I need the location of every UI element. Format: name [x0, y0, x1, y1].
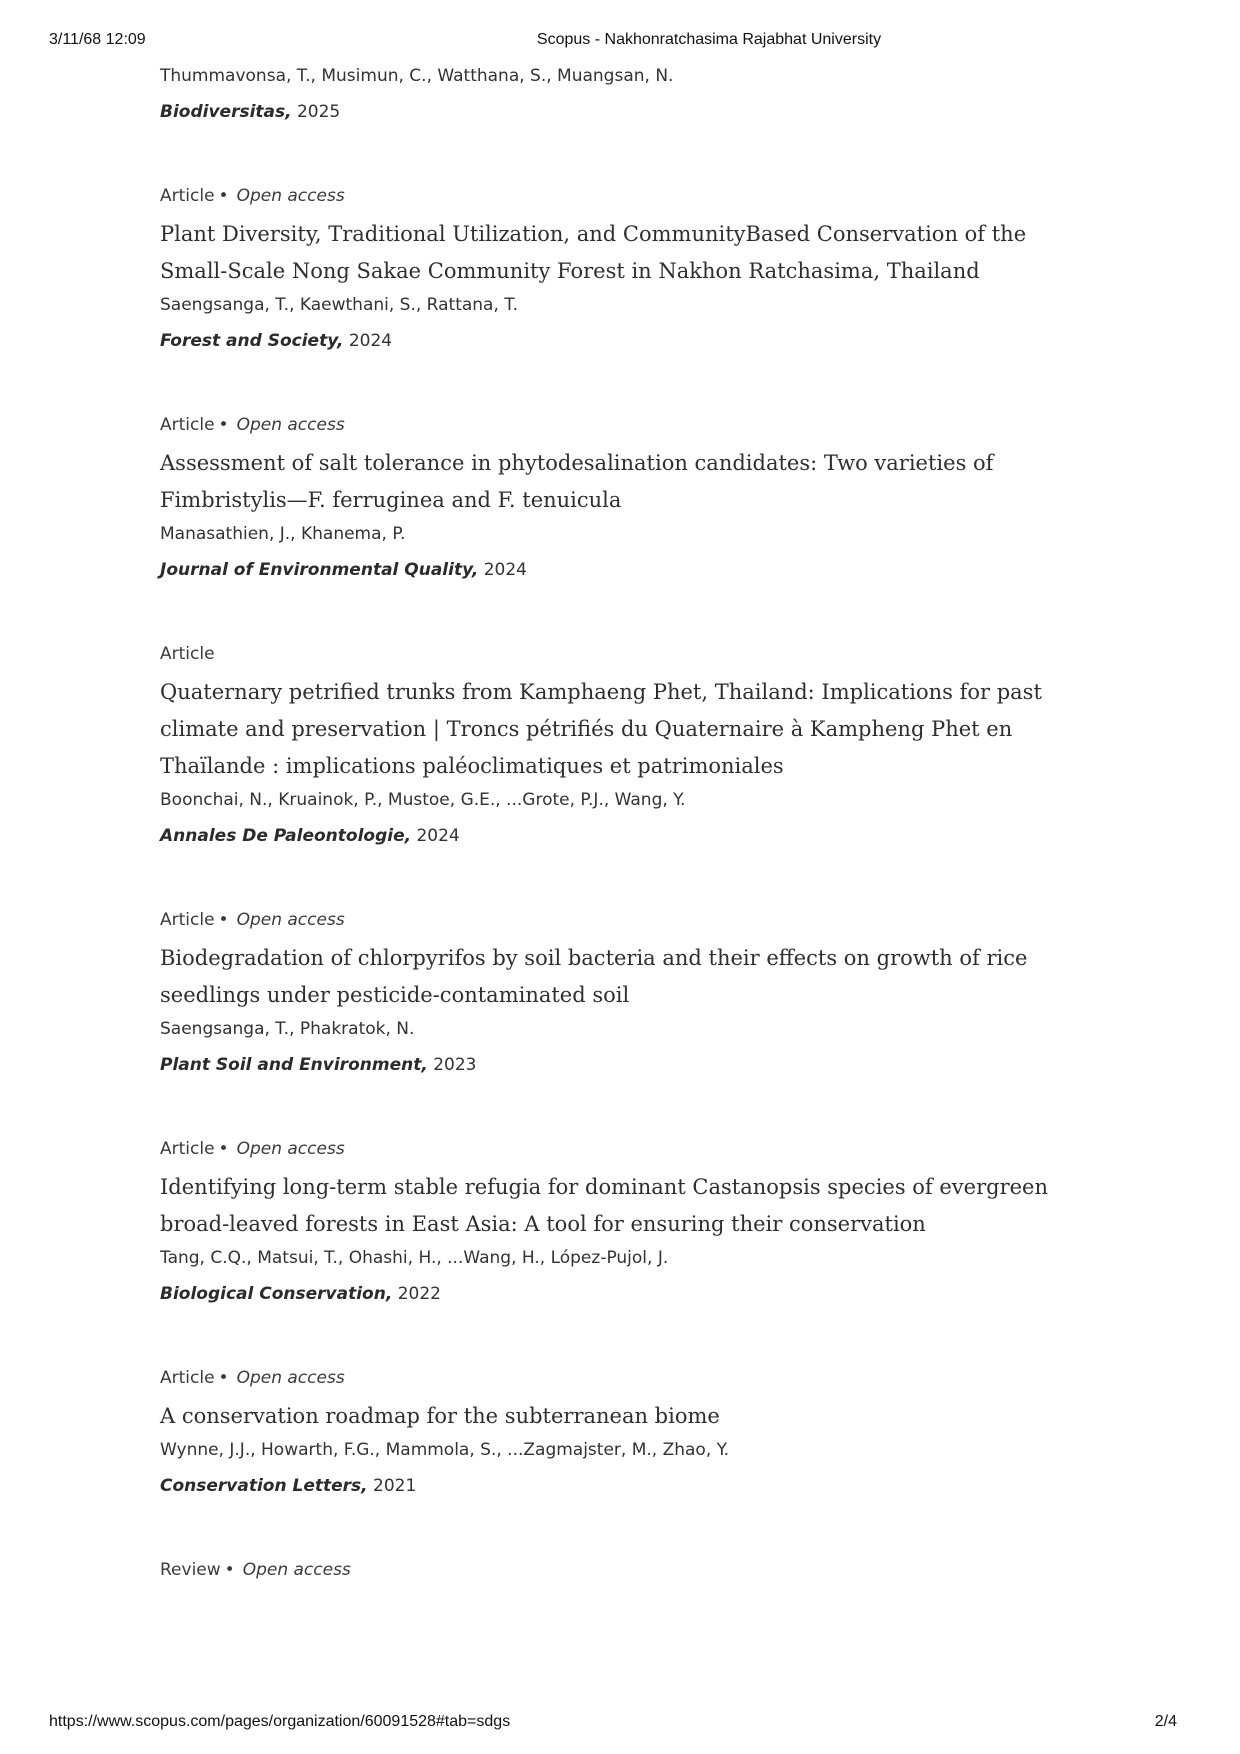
bullet-separator: • — [218, 186, 229, 206]
document-title[interactable]: A conservation roadmap for the subterranean biome — [160, 1404, 720, 1428]
bullet-separator: • — [218, 1139, 229, 1159]
bullet-separator: • — [218, 415, 229, 435]
document-journal[interactable]: Conservation Letters, — [160, 1476, 368, 1496]
document-meta — [160, 908, 1100, 932]
document-title[interactable]: Plant Diversity, Traditional Utilization, and CommunityBased Conservation of the Small-Scale Nong Sakae Community Forest in Nakhon Ratchasima, Thailand — [160, 222, 1027, 283]
document-source — [160, 1053, 1100, 1077]
document-title[interactable]: Identifying long-term stable refugia for dominant Castanopsis species of evergreen broad-leaved forests in East Asia: A tool for ensuring their conservation — [160, 1175, 1048, 1236]
document-source — [160, 1474, 1100, 1498]
document-meta — [160, 1366, 1100, 1390]
document-meta — [160, 184, 1100, 208]
print-footer — [0, 1713, 1240, 1735]
document-type: Article — [160, 644, 215, 664]
document-type: Article — [160, 1139, 215, 1159]
bullet-separator: • — [224, 1560, 235, 1580]
bullet-separator: • — [218, 1368, 229, 1388]
open-access-label: Open access — [236, 415, 345, 435]
document-authors[interactable]: Manasathien, J., Khanema, P. — [160, 524, 406, 544]
open-access-label: Open access — [236, 186, 345, 206]
document-meta — [160, 413, 1100, 437]
document-year: 2023 — [433, 1055, 477, 1075]
document-year: 2022 — [397, 1284, 441, 1304]
open-access-label: Open access — [236, 1368, 345, 1388]
document-item — [160, 1366, 1100, 1498]
document-journal[interactable]: Annales De Paleontologie, — [160, 826, 412, 846]
document-item — [160, 1558, 1100, 1582]
document-authors[interactable]: Thummavonsa, T., Musimun, C., Watthana, S., Muangsan, N. — [160, 66, 674, 86]
print-date: 3/11/68 12:09 — [49, 31, 146, 48]
print-page-title: Scopus - Nakhonratchasima Rajabhat University — [536, 31, 882, 48]
document-item — [160, 413, 1100, 582]
document-journal[interactable]: Forest and Society, — [160, 331, 344, 351]
document-year: 2024 — [416, 826, 460, 846]
document-year: 2025 — [296, 102, 341, 122]
open-access-label: Open access — [236, 1139, 345, 1159]
document-type: Article — [160, 186, 215, 206]
document-journal[interactable]: Biodiversitas, — [160, 102, 292, 122]
document-item — [160, 64, 1100, 124]
document-authors[interactable]: Tang, C.Q., Matsui, T., Ohashi, H., ...Wang, H., López-Pujol, J. — [160, 1248, 669, 1268]
document-item — [160, 908, 1100, 1077]
document-year: 2024 — [348, 331, 393, 351]
document-meta — [160, 642, 1100, 666]
document-list — [160, 64, 1100, 1590]
document-year: 2021 — [373, 1476, 417, 1496]
document-type: Review — [160, 1560, 221, 1580]
document-journal[interactable]: Plant Soil and Environment, — [160, 1055, 428, 1075]
document-type: Article — [160, 1368, 215, 1388]
document-year: 2024 — [483, 560, 527, 580]
document-item — [160, 184, 1100, 353]
document-meta — [160, 1558, 1100, 1582]
document-item — [160, 642, 1100, 848]
open-access-label: Open access — [242, 1560, 351, 1580]
print-page-number: 2/4 — [1154, 1713, 1177, 1730]
document-authors[interactable]: Boonchai, N., Kruainok, P., Mustoe, G.E., ...Grote, P.J., Wang, Y. — [160, 790, 686, 810]
document-authors[interactable]: Saengsanga, T., Kaewthani, S., Rattana, T. — [160, 295, 519, 315]
document-source — [160, 100, 1100, 124]
document-journal[interactable]: Journal of Environmental Quality, — [160, 560, 479, 580]
document-authors[interactable]: Saengsanga, T., Phakratok, N. — [160, 1019, 415, 1039]
document-source — [160, 329, 1100, 353]
document-type: Article — [160, 910, 215, 930]
document-title[interactable]: Quaternary petrified trunks from Kamphaeng Phet, Thailand: Implications for past climate and preservation | Troncs pétrifiés du Quaternaire à Kampheng Phet en Thaïlande : implications paléoclimatiques et patrimoniales — [160, 680, 1042, 778]
document-meta — [160, 1137, 1100, 1161]
document-journal[interactable]: Biological Conservation, — [160, 1284, 393, 1304]
document-source — [160, 1282, 1100, 1306]
open-access-label: Open access — [236, 910, 345, 930]
document-authors[interactable]: Wynne, J.J., Howarth, F.G., Mammola, S., ...Zagmajster, M., Zhao, Y. — [160, 1440, 729, 1460]
document-title[interactable]: Biodegradation of chlorpyrifos by soil bacteria and their effects on growth of rice seedlings under pesticide-contaminated soil — [160, 946, 1028, 1007]
print-url: https://www.scopus.com/pages/organization/60091528#tab=sdgs — [49, 1713, 511, 1730]
document-source — [160, 824, 1100, 848]
document-source — [160, 558, 1100, 582]
document-type: Article — [160, 415, 215, 435]
document-title[interactable]: Assessment of salt tolerance in phytodesalination candidates: Two varieties of Fimbristylis—F. ferruginea and F. tenuicula — [160, 451, 994, 512]
document-item — [160, 1137, 1100, 1306]
print-header — [0, 31, 1240, 53]
bullet-separator: • — [218, 910, 229, 930]
